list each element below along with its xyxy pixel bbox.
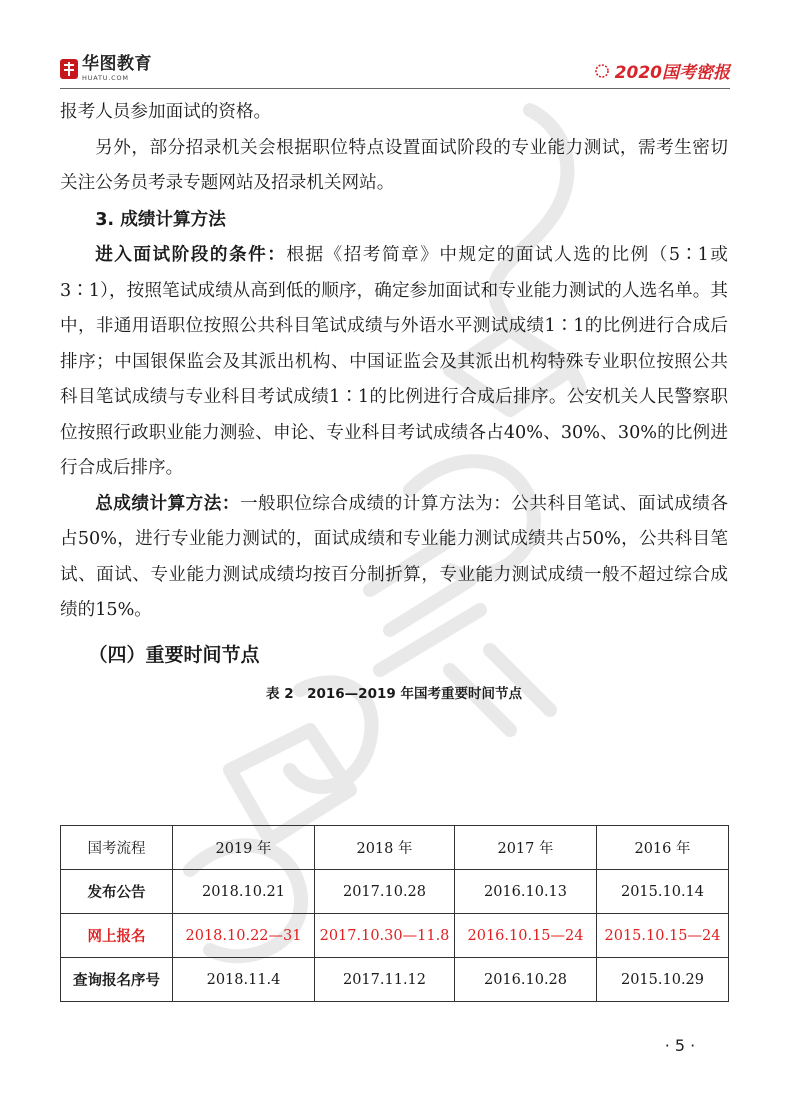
header-title-text: 2020国考密报 [614,63,730,83]
table-cell: 2015.10.14 [597,870,729,914]
table-cell: 2017.10.28 [315,870,455,914]
table-header-cell: 2018 年 [315,826,455,870]
table-cell: 2016.10.28 [455,958,597,1002]
header-title [594,58,730,83]
table-header-cell: 2016 年 [597,826,729,870]
paragraph-lead: 进入面试阶段的条件： [95,245,287,265]
paragraph-body: 根据《招考简章》中规定的面试人选的比例（5∶1或3∶1），按照笔试成绩从高到低的顺序，确定参加面试和专业能力测试的人选名单。其中，非通用语职位按照公共科目笔试成绩与外语水平测试成绩1∶1的比例进行合成后排序；中国银保监会及其派出机构、中国证监会及其派出机构特殊专业职位按照公共科目笔试成绩与专业科目考试成绩1∶1的比例进行合成后排序。公安机关人民警察职位按照行政职业能力测验、申论、专业科目考试成绩各占40%、30%、30%的比例进行合成后排序。 [60,245,728,478]
table-cell: 2015.10.29 [597,958,729,1002]
section-title: （四）重要时间节点 [88,643,260,666]
table-cell: 2016.10.13 [455,870,597,914]
table-header-cell: 国考流程 [61,826,173,870]
row-label: 发布公告 [61,870,173,914]
table-cell: 2018.10.21 [173,870,315,914]
paragraph: 另外，部分招录机关会根据职位特点设置面试阶段的专业能力测试，需考生密切关注公务员考录专题网站及招录机关网站。 [60,137,728,193]
page-header [60,54,730,84]
paragraph: 报考人员参加面试的资格。 [60,102,272,122]
table-cell: 2017.10.30—11.8 [315,914,455,958]
table-cell: 2018.11.4 [173,958,315,1002]
timeline-table [60,825,729,1002]
table-cell: 2018.10.22—31 [173,914,315,958]
table-header-cell: 2019 年 [173,826,315,870]
ring-icon [594,63,610,79]
paragraph [60,487,728,629]
table-cell: 2015.10.15—24 [597,914,729,958]
table-cell: 2017.11.12 [315,958,455,1002]
row-label: 网上报名 [61,914,173,958]
table-caption: 表 2 2016—2019 年国考重要时间节点 [266,685,522,702]
paragraph-lead: 总成绩计算方法： [95,493,240,514]
table-row [61,914,729,958]
header-divider [60,88,730,89]
main-content [60,95,728,709]
paragraph [60,238,728,487]
subsection-heading: 3. 成绩计算方法 [95,209,226,230]
row-label: 查询报名序号 [61,958,173,1002]
table-cell: 2016.10.15—24 [455,914,597,958]
logo-en-text: HUATU.COM [82,74,129,83]
table-row [61,958,729,1002]
table-header-cell: 2017 年 [455,826,597,870]
paragraph-body: 一般职位综合成绩的计算方法为：公共科目笔试、面试成绩各占50%，进行专业能力测试的，面试成绩和专业能力测试成绩共占50%，公共科目笔试、面试、专业能力测试成绩均按百分制折算，专业能力测试成绩一般不超过综合成绩的15%。 [60,493,728,620]
huatu-logo-icon [60,59,78,79]
huatu-logo [60,54,152,84]
table-row [61,870,729,914]
table-header-row [61,826,729,870]
logo-cn-text: 华图教育 [82,54,152,75]
page-number: · 5 · [664,1036,696,1055]
